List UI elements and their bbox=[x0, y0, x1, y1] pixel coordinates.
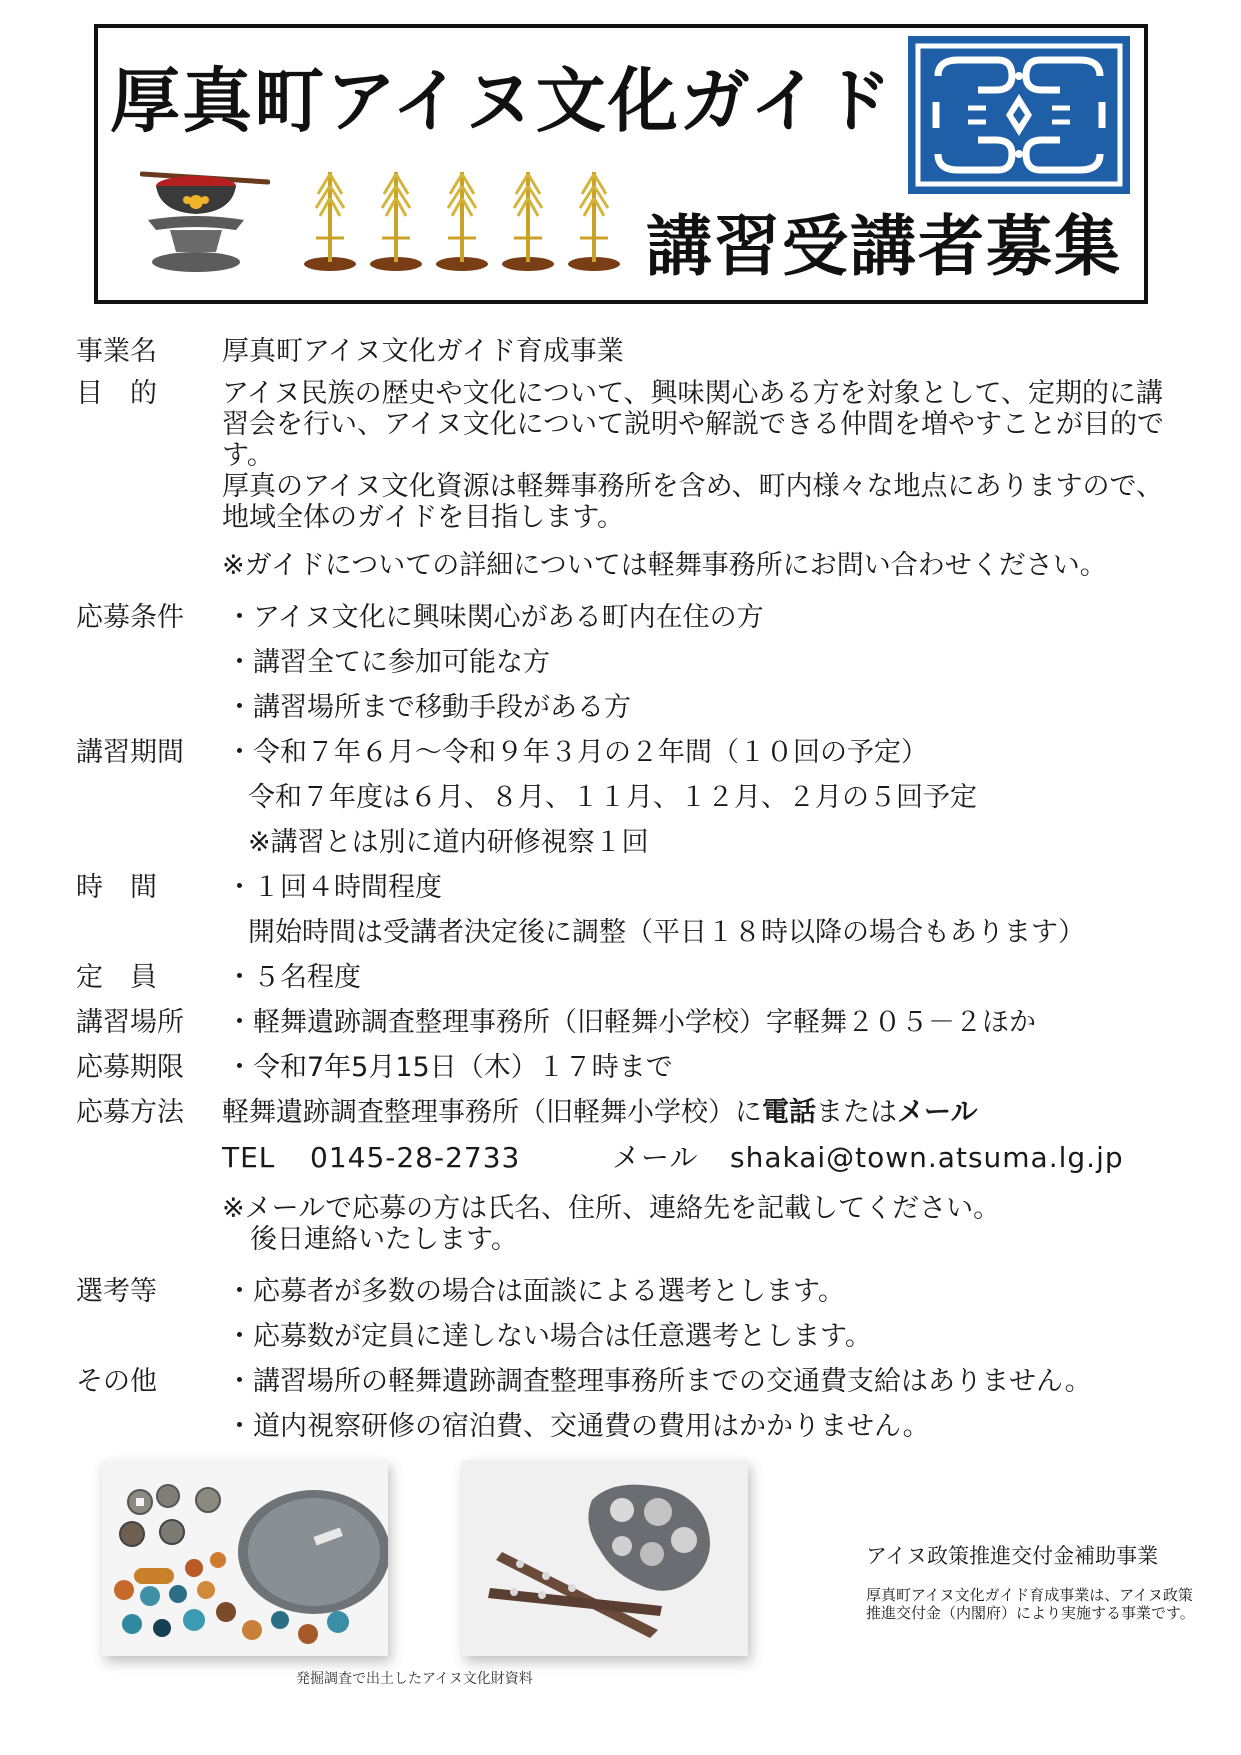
list-item: ・講習全てに参加可能な方 bbox=[226, 647, 550, 678]
period-line-1: ・令和７年６月～令和９年３月の２年間（１０回の予定） bbox=[226, 737, 928, 768]
label-conditions: 応募条件 bbox=[76, 602, 184, 633]
ainu-pattern-icon bbox=[908, 36, 1130, 194]
method-intro bbox=[222, 1097, 1182, 1129]
list-item: ・講習場所の軽舞遺跡調査整理事務所までの交通費支給はありません。 bbox=[226, 1366, 1092, 1397]
label-purpose: 目 的 bbox=[76, 378, 157, 409]
label-other: その他 bbox=[76, 1366, 157, 1397]
value-business-name: 厚真町アイヌ文化ガイド育成事業 bbox=[222, 336, 624, 367]
time-line-1: ・１回４時間程度 bbox=[226, 872, 442, 903]
value-place: ・軽舞遺跡調査整理事務所（旧軽舞小学校）字軽舞２０５－２ほか bbox=[226, 1007, 1036, 1038]
label-place: 講習場所 bbox=[76, 1007, 184, 1038]
page-title: 厚真町アイヌ文化ガイド bbox=[110, 60, 894, 142]
method-intro-text: 軽舞遺跡調査整理事務所（旧軽舞小学校）に bbox=[222, 1097, 762, 1128]
purpose-paragraph-1: アイヌ民族の歴史や文化について、興味関心ある方を対象として、定期的に講習会を行い、アイヌ文化について説明や解説できる仲間を増やすことが目的です。 bbox=[222, 378, 1165, 471]
label-method: 応募方法 bbox=[76, 1097, 184, 1128]
email-link[interactable]: shakai@town.atsuma.lg.jp bbox=[730, 1141, 1124, 1174]
value-capacity: ・５名程度 bbox=[226, 962, 361, 993]
label-capacity: 定 員 bbox=[76, 962, 157, 993]
list-item: ・応募数が定員に達しない場合は任意選考とします。 bbox=[226, 1321, 872, 1352]
inau-offerings-icon bbox=[300, 164, 630, 276]
lacquer-bowl-icon bbox=[140, 168, 270, 276]
artifact-photo-metal-tools bbox=[462, 1460, 748, 1656]
label-selection: 選考等 bbox=[76, 1276, 157, 1307]
page-subtitle: 講習受講者募集 bbox=[646, 208, 1122, 285]
list-item: ・道内視察研修の宿泊費、交通費の費用はかかりません。 bbox=[226, 1411, 930, 1442]
value-deadline: ・令和7年5月15日（木）１７時まで bbox=[226, 1052, 673, 1083]
time-line-2: 開始時間は受講者決定後に調整（平日１８時以降の場合もあります） bbox=[248, 917, 1085, 948]
label-business-name: 事業名 bbox=[76, 336, 157, 367]
method-note-1: ※メールで応募の方は氏名、住所、連絡先を記載してください。 bbox=[222, 1193, 1001, 1224]
grant-note: 厚真町アイヌ文化ガイド育成事業は、アイヌ政策推進交付金（内閣府）により実施する事業です。 bbox=[866, 1586, 1195, 1622]
method-note-2: 後日連絡いたします。 bbox=[250, 1224, 518, 1255]
grant-title: アイヌ政策推進交付金補助事業 bbox=[866, 1544, 1159, 1568]
method-mail-word: メール bbox=[897, 1097, 978, 1128]
list-item: ・講習場所まで移動手段がある方 bbox=[226, 692, 631, 723]
label-time: 時 間 bbox=[76, 872, 157, 903]
artifact-photo-beads-coins bbox=[102, 1460, 388, 1656]
method-or-word: または bbox=[816, 1097, 897, 1128]
period-line-2: 令和７年度は６月、８月、１１月、１２月、２月の５回予定 bbox=[248, 782, 977, 813]
list-item: ・アイヌ文化に興味関心がある町内在住の方 bbox=[226, 602, 764, 633]
tel-number[interactable]: 0145-28-2733 bbox=[310, 1141, 521, 1174]
list-item: ・応募者が多数の場合は面談による選考とします。 bbox=[226, 1276, 845, 1307]
period-line-3: ※講習とは別に道内研修視察１回 bbox=[248, 827, 649, 858]
tel-label: TEL bbox=[222, 1141, 276, 1174]
photo-caption: 発掘調査で出土したアイヌ文化財資料 bbox=[296, 1671, 533, 1687]
purpose-paragraph-2: 厚真のアイヌ文化資源は軽舞事務所を含め、町内様々な地点にありますので、地域全体のガイドを目指します。 bbox=[222, 471, 1163, 533]
label-deadline: 応募期限 bbox=[76, 1052, 184, 1083]
method-phone-word: 電話 bbox=[762, 1097, 816, 1128]
purpose-note: ※ガイドについての詳細については軽舞事務所にお問い合わせください。 bbox=[222, 550, 1107, 581]
label-period: 講習期間 bbox=[76, 737, 184, 768]
mail-label: メール bbox=[612, 1141, 699, 1174]
